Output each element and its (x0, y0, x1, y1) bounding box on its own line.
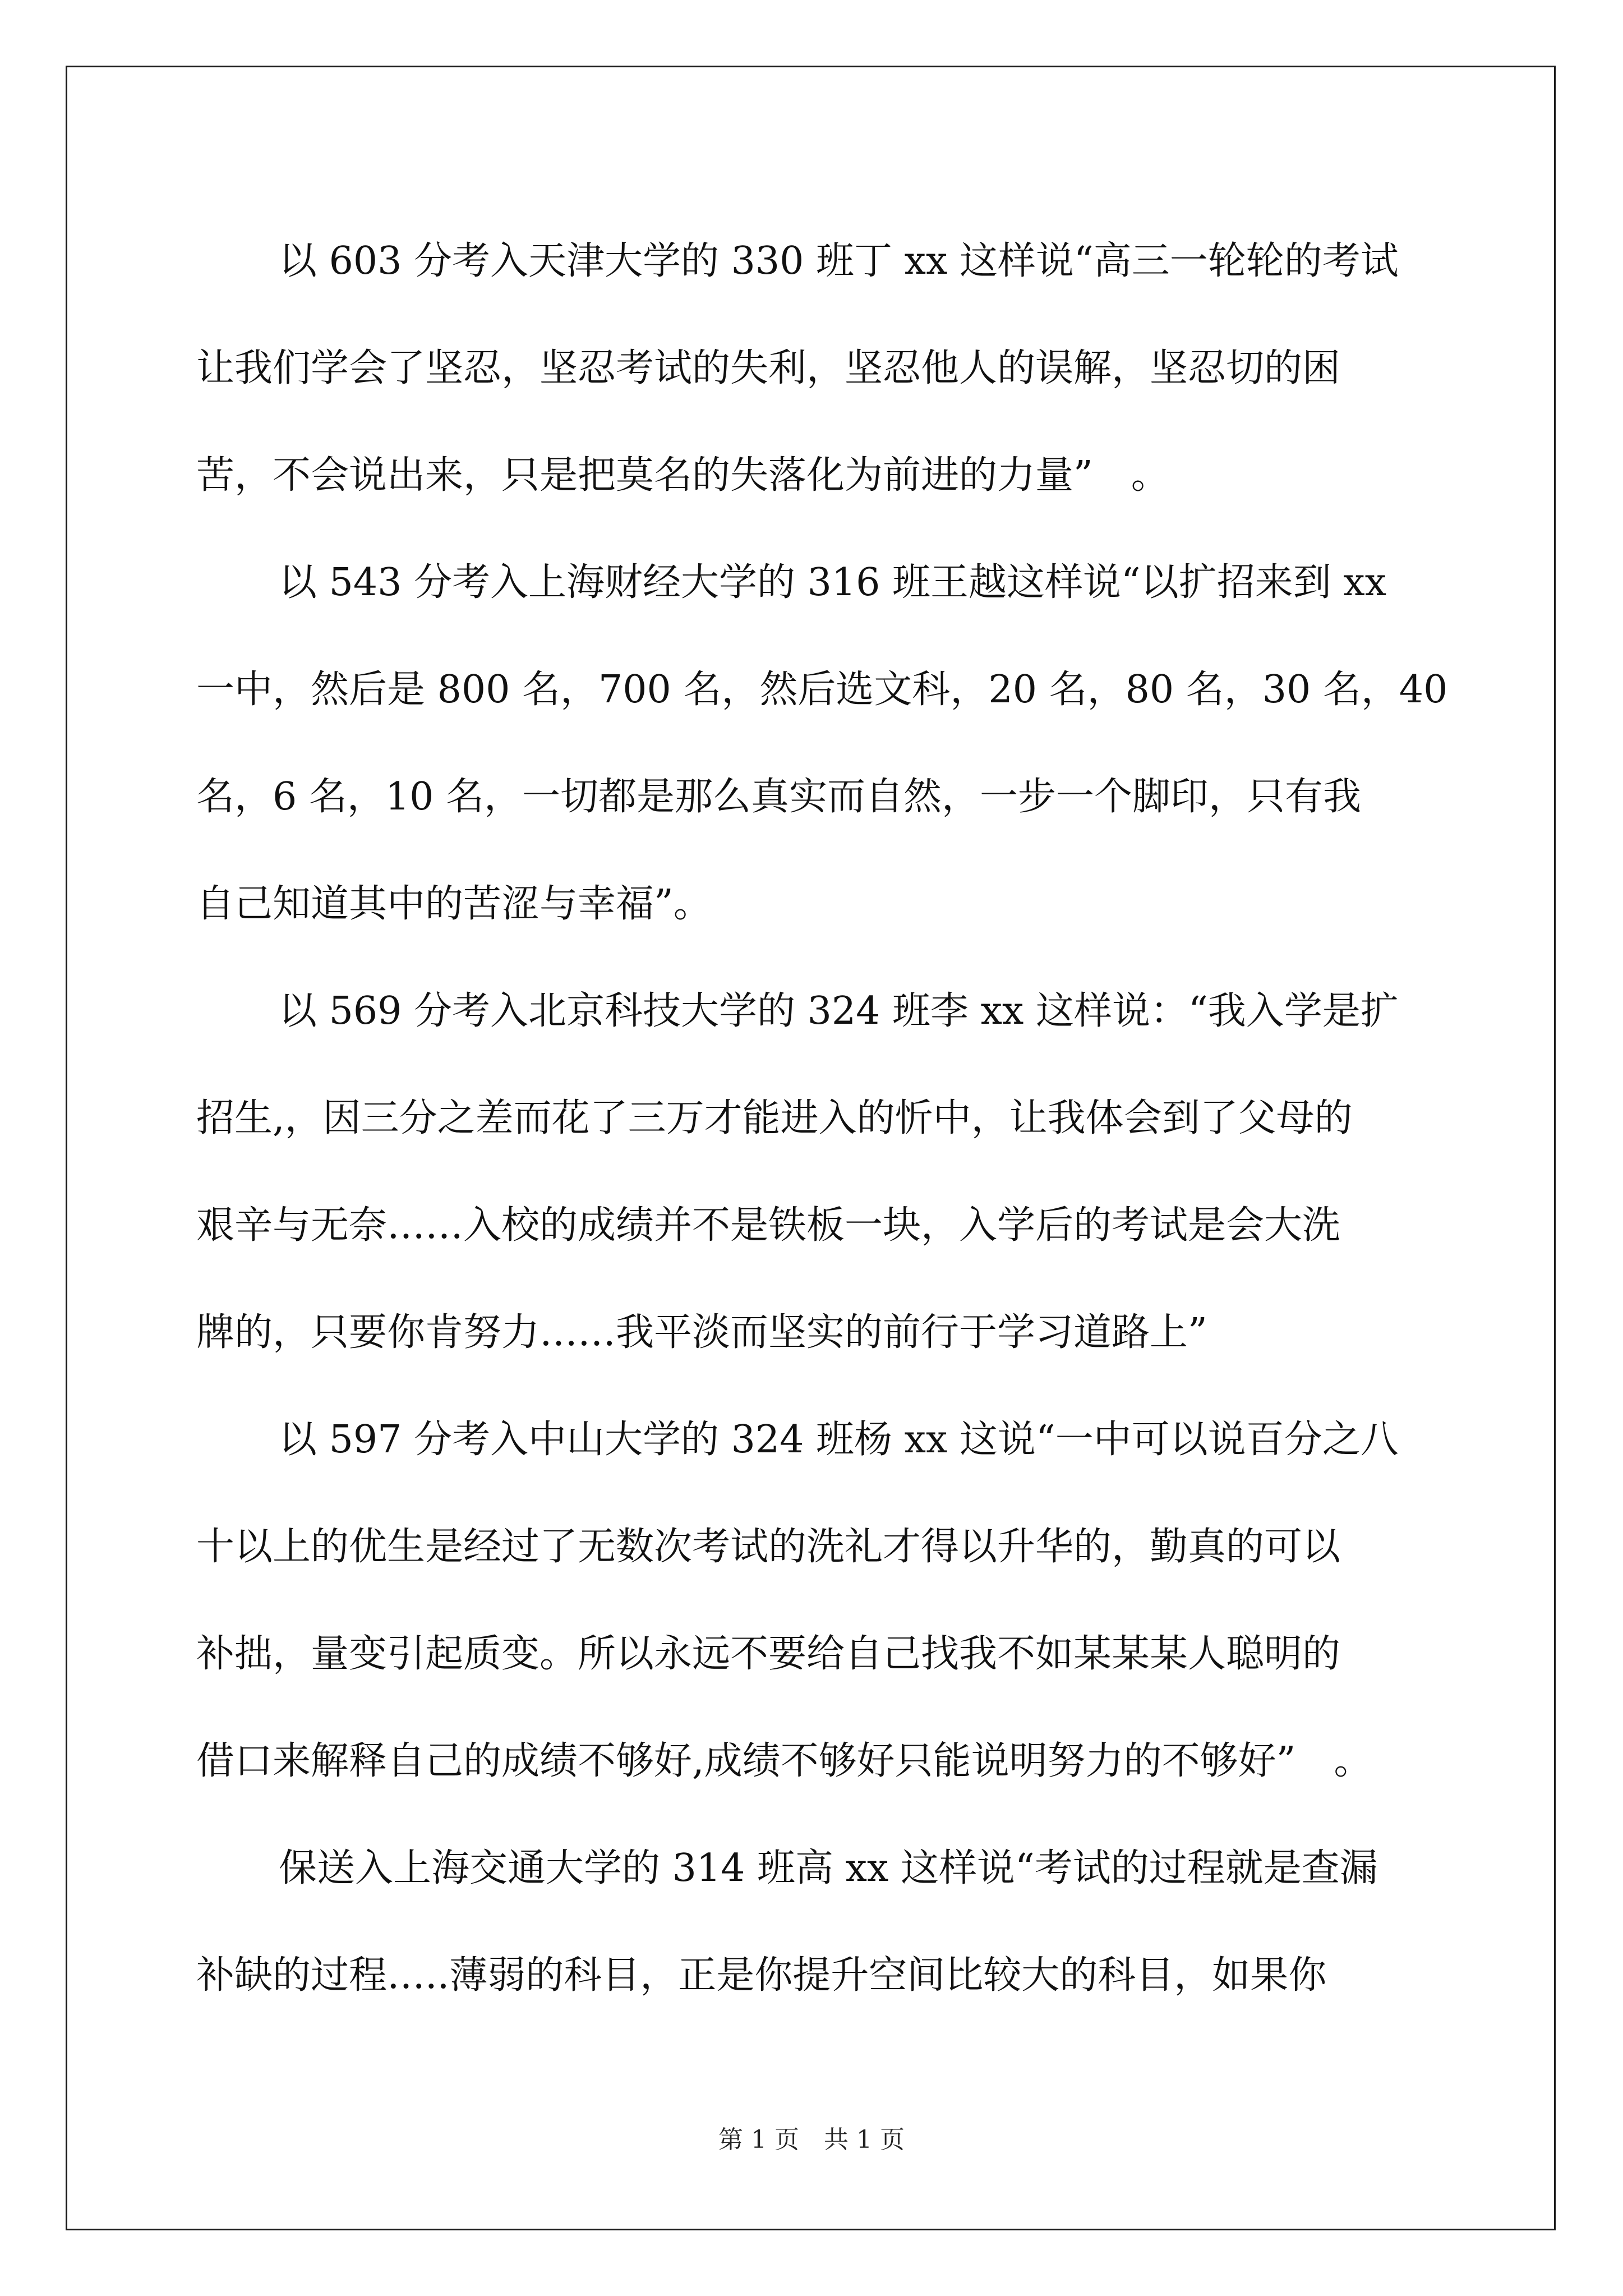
paragraph-3-line-1: 以 569 分考入北京科技大学的 324 班李 xx 这样说：“我入学是扩 (279, 989, 1399, 1033)
paragraph-1-line-3: 苦，不会说出来，只是把莫名的失落化为前进的力量” 。 (196, 453, 1169, 498)
paragraph-4-line-3: 补拙，量变引起质变。所以永远不要给自己找我不如某某某人聪明的 (196, 1632, 1341, 1676)
document-body (196, 208, 1448, 2029)
paragraph-2-line-3: 名，6 名，10 名，一切都是那么真实而自然，一步一个脚印，只有我 (196, 775, 1362, 819)
paragraph-2-line-1: 以 543 分考入上海财经大学的 316 班王越这样说“以扩招来到 xx (279, 560, 1387, 605)
paragraph-5-line-1: 保送入上海交通大学的 314 班高 xx 这样说“考试的过程就是查漏 (279, 1846, 1378, 1890)
paragraph-1-line-1: 以 603 分考入天津大学的 330 班丁 xx 这样说“高三一轮轮的考试 (279, 239, 1399, 283)
paragraph-3-line-2: 招生,，因三分之差而花了三万才能进入的忻中，让我体会到了父母的 (196, 1096, 1353, 1140)
paragraph-4-line-4: 借口来解释自己的成绩不够好,成绩不够好只能说明努力的不够好” 。 (196, 1739, 1372, 1783)
page-footer: 第 1 页 共 1 页 (718, 2125, 905, 2154)
paragraph-2-line-4: 自己知道其中的苦涩与幸福”。 (196, 882, 712, 926)
paragraph-4-line-2: 十以上的优生是经过了无数次考试的洗礼才得以升华的，勤真的可以 (196, 1525, 1341, 1569)
paragraph-5-line-2: 补缺的过程…..薄弱的科目，正是你提升空间比较大的科目，如果你 (196, 1953, 1327, 1998)
paragraph-3-line-3: 艰辛与无奈……入校的成绩并不是铁板一块，入学后的考试是会大洗 (196, 1203, 1341, 1248)
paragraph-3-line-4: 牌的，只要你肯努力……我平淡而坚实的前行于学习道路上” (196, 1310, 1207, 1355)
paragraph-1-line-2: 让我们学会了坚忍，坚忍考试的失利，坚忍他人的误解，坚忍切的困 (196, 346, 1341, 390)
paragraph-2-line-2: 一中，然后是 800 名，700 名，然后选文科，20 名，80 名，30 名，40 (196, 668, 1448, 712)
paragraph-4-line-1: 以 597 分考入中山大学的 324 班杨 xx 这说“一中可以说百分之八 (279, 1418, 1399, 1462)
